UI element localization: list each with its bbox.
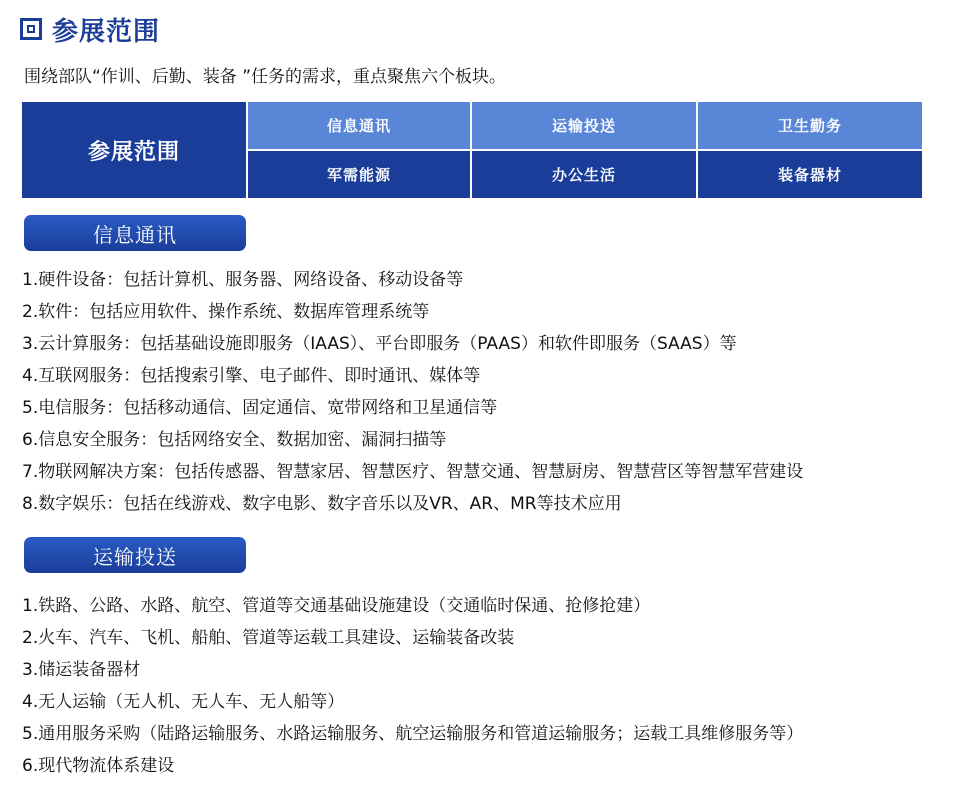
table-divider <box>248 149 922 151</box>
list-item: 5.电信服务：包括移动通信、固定通信、宽带网络和卫星通信等 <box>22 398 498 418</box>
square-frame-icon <box>20 18 42 40</box>
scope-cell: 卫生勤务 <box>698 102 922 149</box>
scope-cell: 军需能源 <box>248 151 470 198</box>
list-item: 2.软件：包括应用软件、操作系统、数据库管理系统等 <box>22 302 430 322</box>
section-heading-transport: 运输投送 <box>24 537 246 573</box>
transport-list <box>22 590 803 782</box>
intro-text: 围绕部队“作训、后勤、装备 ”任务的需求，重点聚焦六个板块。 <box>24 67 507 87</box>
list-item: 3.储运装备器材 <box>22 660 141 680</box>
list-item: 3.云计算服务：包括基础设施即服务（IAAS）、平台即服务（PAAS）和软件即服务（SAAS）等 <box>22 334 737 354</box>
scope-cell: 运输投送 <box>472 102 696 149</box>
list-item: 5.通用服务采购（陆路运输服务、水路运输服务、航空运输服务和管道运输服务；运载工具维修服务等） <box>22 724 804 744</box>
list-item: 4.互联网服务：包括搜索引擎、电子邮件、即时通讯、媒体等 <box>22 366 481 386</box>
scope-cell: 装备器材 <box>698 151 922 198</box>
list-item: 1.铁路、公路、水路、航空、管道等交通基础设施建设（交通临时保通、抢修抢建） <box>22 596 651 616</box>
list-item: 6.现代物流体系建设 <box>22 756 175 776</box>
list-item: 7.物联网解决方案：包括传感器、智慧家居、智慧医疗、智慧交通、智慧厨房、智慧营区等智慧军营建设 <box>22 462 804 482</box>
list-item: 8.数字娱乐：包括在线游戏、数字电影、数字音乐以及VR、AR、MR等技术应用 <box>22 494 622 514</box>
list-item: 4.无人运输（无人机、无人车、无人船等） <box>22 692 345 712</box>
page-title: 参展范围 <box>52 16 161 47</box>
scope-table-head: 参展范围 <box>87 139 180 165</box>
info-comm-list <box>22 264 803 520</box>
scope-table <box>22 102 922 198</box>
list-item: 6.信息安全服务：包括网络安全、数据加密、漏洞扫描等 <box>22 430 447 450</box>
list-item: 2.火车、汽车、飞机、船舶、管道等运载工具建设、运输装备改装 <box>22 628 515 648</box>
scope-cell: 信息通讯 <box>248 102 470 149</box>
page-title-row <box>20 10 160 48</box>
scope-cell: 办公生活 <box>472 151 696 198</box>
section-heading-info-comm: 信息通讯 <box>24 215 246 251</box>
list-item: 1.硬件设备：包括计算机、服务器、网络设备、移动设备等 <box>22 270 464 290</box>
